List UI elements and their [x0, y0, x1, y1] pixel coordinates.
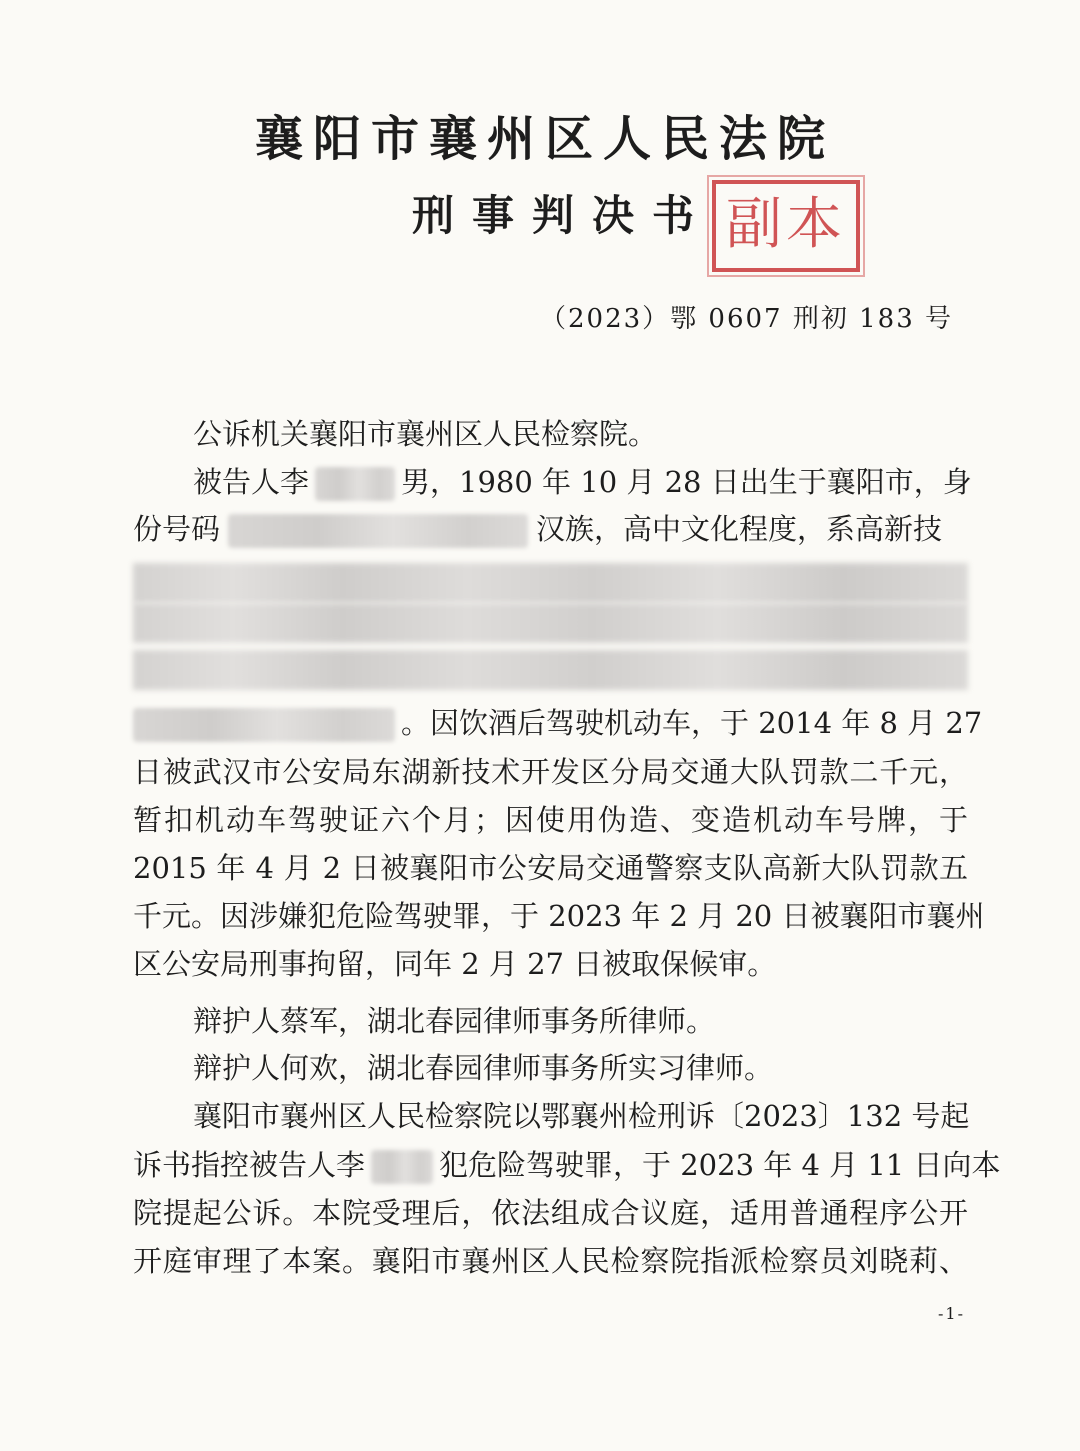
prosecution-line-1: 襄阳市襄州区人民检察院以鄂襄州检刑诉〔2023〕132 号起 [193, 1099, 970, 1133]
redaction-block-1 [133, 563, 968, 603]
redaction-block-3 [133, 650, 968, 690]
prosecution-line-4: 开庭审理了本案。襄阳市襄州区人民检察院指派检察员刘晓莉、 [133, 1244, 968, 1278]
defender-1-line: 辩护人蔡军，湖北春园律师事务所律师。 [193, 1004, 716, 1038]
redaction-name [315, 467, 395, 501]
defendant-line-9: 2015 年 4 月 2 日被襄阳市公安局交通警察支队高新大队罚款五 [133, 851, 968, 885]
prosecution-line-2 [133, 1145, 1001, 1185]
court-title: 襄阳市襄州区人民法院 [254, 111, 835, 167]
indictment-text: 诉书指控被告人李 [133, 1148, 366, 1182]
defendant-line-10: 千元。因涉嫌犯危险驾驶罪，于 2023 年 2 月 20 日被襄阳市襄州 [133, 899, 985, 933]
redaction-block-4 [133, 708, 395, 742]
ethnicity-education-text: 汉族，高中文化程度，系高新技 [536, 512, 943, 546]
record-text-1: 。因饮酒后驾驶机动车，于 2014 年 8 月 27 [401, 706, 983, 740]
prosecution-line-3: 院提起公诉。本院受理后，依法组成合议庭，适用普通程序公开 [133, 1196, 968, 1230]
defendant-label: 被告人李 [193, 465, 310, 499]
redaction-id-number [228, 514, 528, 548]
id-label: 份号码 [133, 512, 221, 546]
defender-2-line: 辩护人何欢，湖北春园律师事务所实习律师。 [193, 1051, 774, 1085]
redaction-name-2 [371, 1150, 433, 1184]
defendant-line-1 [193, 462, 972, 502]
page-number: -1- [938, 1304, 965, 1323]
charge-text: 犯危险驾驶罪，于 2023 年 4 月 11 日向本 [439, 1148, 1001, 1182]
defendant-birth-text: 男，1980 年 10 月 28 日出生于襄阳市，身 [401, 465, 972, 499]
defendant-line-7: 日被武汉市公安局东湖新技术开发区分局交通大队罚款二千元， [133, 755, 968, 789]
defendant-line-2 [133, 509, 968, 549]
document-type-title: 刑事判决书 [412, 191, 713, 240]
duplicate-stamp: 副本 [712, 180, 860, 272]
redaction-block-2 [133, 603, 968, 643]
defendant-line-6 [133, 703, 983, 743]
prosecutor-line: 公诉机关襄阳市襄州区人民检察院。 [193, 417, 658, 451]
defendant-line-8: 暂扣机动车驾驶证六个月；因使用伪造、变造机动车号牌，于 [133, 803, 968, 837]
case-number: （2023）鄂 0607 刑初 183 号 [540, 304, 954, 334]
defendant-line-11: 区公安局刑事拘留，同年 2 月 27 日被取保候审。 [133, 947, 777, 981]
